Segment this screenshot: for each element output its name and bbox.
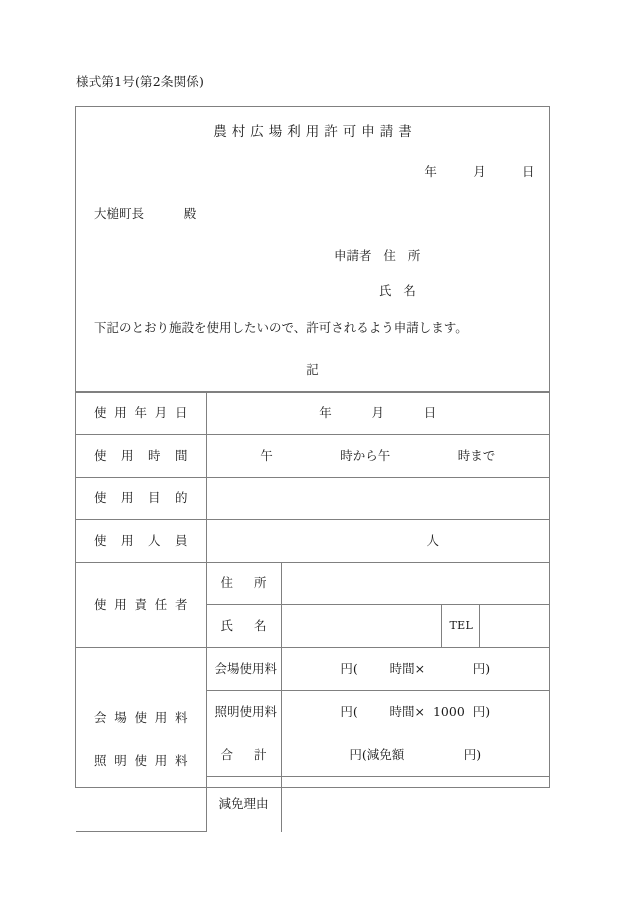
ki-marker: 記 (306, 362, 319, 377)
tel-label-cell: TEL (441, 605, 479, 648)
responsible-name-value-cell[interactable] (281, 605, 441, 648)
lighting-fee-value-cell[interactable]: 円( 時間× 1000 円) (281, 691, 549, 734)
total-fee-label: 合 計 (220, 746, 267, 762)
venue-fee-group-label: 会場使用料 (94, 710, 188, 726)
responsible-person-label-cell (76, 563, 206, 648)
lighting-fee-group-label: 照明使用料 (94, 752, 188, 768)
application-statement: 下記のとおり施設を使用したいので、許可されるよう申請します。 (94, 320, 468, 335)
table-row (76, 520, 549, 563)
responsible-person-label: 使用責任者 (94, 596, 188, 612)
submission-date-line[interactable]: 年 月 日 (424, 164, 535, 179)
table-row (76, 393, 549, 435)
use-headcount-value-cell[interactable] (206, 520, 549, 563)
table-row (76, 563, 549, 605)
responsible-address-label-cell (206, 563, 281, 605)
page-title: 農村広場利用許可申請書 (213, 124, 417, 140)
use-date-label-cell (76, 393, 206, 435)
use-time-label: 使用時間 (94, 447, 188, 463)
lighting-fee-label-cell (206, 691, 281, 734)
total-fee-label-cell (206, 734, 281, 777)
responsible-address-label: 住 所 (220, 575, 267, 591)
use-purpose-label-cell (76, 478, 206, 520)
table-row (76, 648, 549, 691)
total-fee-value-cell[interactable]: 円(減免額 円) (281, 734, 549, 777)
table-row (76, 435, 549, 478)
addressee-label: 大槌町長 殿 (94, 206, 197, 221)
form-header-block (76, 107, 549, 392)
form-number-label: 様式第1号(第2条関係) (76, 74, 205, 89)
fee-group-label-stack (84, 648, 198, 831)
tel-value-cell[interactable] (479, 605, 549, 648)
use-purpose-value-cell[interactable] (206, 478, 549, 520)
use-purpose-label: 使用目的 (94, 490, 188, 506)
venue-fee-label-cell (206, 648, 281, 691)
responsible-name-label-cell (206, 605, 281, 648)
applicant-address-label[interactable]: 申請者 住 所 (334, 248, 421, 263)
form-detail-table (76, 392, 549, 832)
use-time-label-cell (76, 435, 206, 478)
use-headcount-label-cell (76, 520, 206, 563)
use-date-label: 使用年月日 (94, 405, 188, 421)
applicant-name-label[interactable]: 氏 名 (379, 283, 416, 298)
table-row (76, 478, 549, 520)
form-outer-frame (75, 106, 550, 812)
use-headcount-label: 使用人員 (94, 532, 188, 548)
fee-group-label-cell (76, 648, 206, 832)
venue-fee-label: 会場使用料 (214, 660, 278, 676)
lighting-fee-label: 照明使用料 (214, 704, 278, 720)
reduction-reason-label: 減免理由 (218, 796, 269, 812)
responsible-name-label: 氏 名 (220, 617, 267, 633)
headcount-unit-label: 人 (426, 532, 440, 548)
reduction-reason-value-cell[interactable] (281, 777, 549, 832)
use-time-value-cell[interactable]: 午 時から午 時まで (206, 435, 549, 478)
venue-fee-value-cell[interactable]: 円( 時間× 円) (281, 648, 549, 691)
reduction-reason-label-cell (206, 777, 281, 832)
responsible-address-value-cell[interactable] (281, 563, 549, 605)
form-detail-table-region (76, 392, 549, 812)
use-date-value-cell[interactable]: 年 月 日 (206, 393, 549, 435)
